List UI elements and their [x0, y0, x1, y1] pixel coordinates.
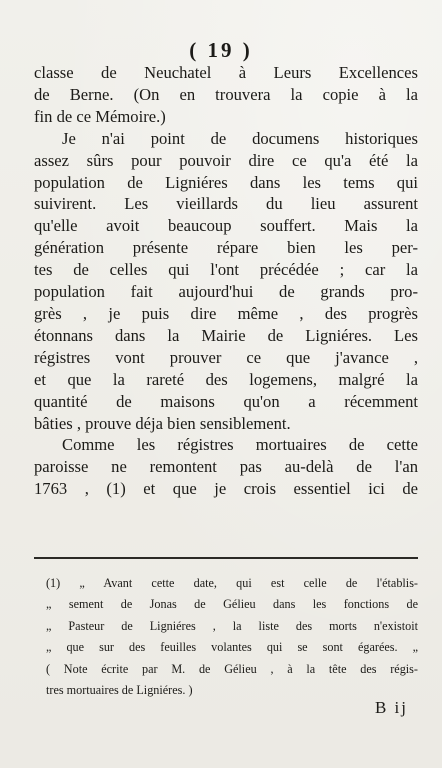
body-line: paroisse ne remontent pas au-delà de l'an [34, 457, 418, 477]
body-line: 1763 , (1) et que je crois essentiel ici de [34, 479, 418, 499]
body-line: tes de celles qui l'ont précédée ; car la [34, 260, 418, 280]
footnote-line: „ que sur des feuilles volantes qui se sont égarées. „ [46, 640, 418, 655]
body-line: Comme les régistres mortuaires de cette [62, 435, 418, 455]
footnote-line: „ sement de Jonas de Gélieu dans les fonctions de [46, 597, 418, 612]
body-line: Je n'ai point de documens historiques [62, 128, 418, 148]
body-line: population fait aujourd'hui de grands pro- [34, 282, 418, 302]
body-line: régistres vont prouver ce que j'avance , [34, 347, 418, 367]
page-number: ( 19 ) [189, 38, 253, 62]
footnote-line: „ Pasteur de Ligniéres , la liste des morts n'existoit [46, 618, 418, 633]
body-line: grès , je puis dire même , des progrès [34, 303, 418, 323]
body-line: étonnans dans la Mairie de Ligniéres. Les [34, 325, 418, 345]
footnote-line: ( Note écrite par M. de Gélieu , à la tête des régis- [46, 661, 418, 676]
body-line: de Berne. (On en trouvera la copie à la [34, 84, 418, 104]
body-line: et que la rareté des logemens, malgré la [34, 369, 418, 389]
body-line: population de Ligniéres dans les tems qui [34, 172, 418, 192]
footnote-line: (1) „ Avant cette date, qui est celle de l'établis- [46, 576, 418, 590]
signature-mark: B ij [374, 698, 408, 717]
footnote-line: tres mortuaires de Ligniéres. ) [46, 683, 193, 698]
body-text [34, 62, 418, 500]
body-line: génération présente répare bien les per- [34, 238, 418, 258]
body-line: quantité de maisons qu'on a récemment [34, 391, 418, 411]
body-line: qu'elle avoit beaucoup souffert. Mais la [34, 216, 418, 236]
footnote-divider [34, 557, 418, 559]
footnote [34, 573, 418, 701]
body-line: fin de ce Mémoire.) [34, 106, 166, 126]
body-line: assez sûrs pour pouvoir dire ce qu'a été la [34, 150, 418, 170]
body-line: bâties , prouve déja bien sensiblement. [34, 413, 291, 433]
body-line: classe de Neuchatel à Leurs Excellences [34, 63, 418, 82]
body-line: suivirent. Les vieillards du lieu assurent [34, 194, 418, 214]
